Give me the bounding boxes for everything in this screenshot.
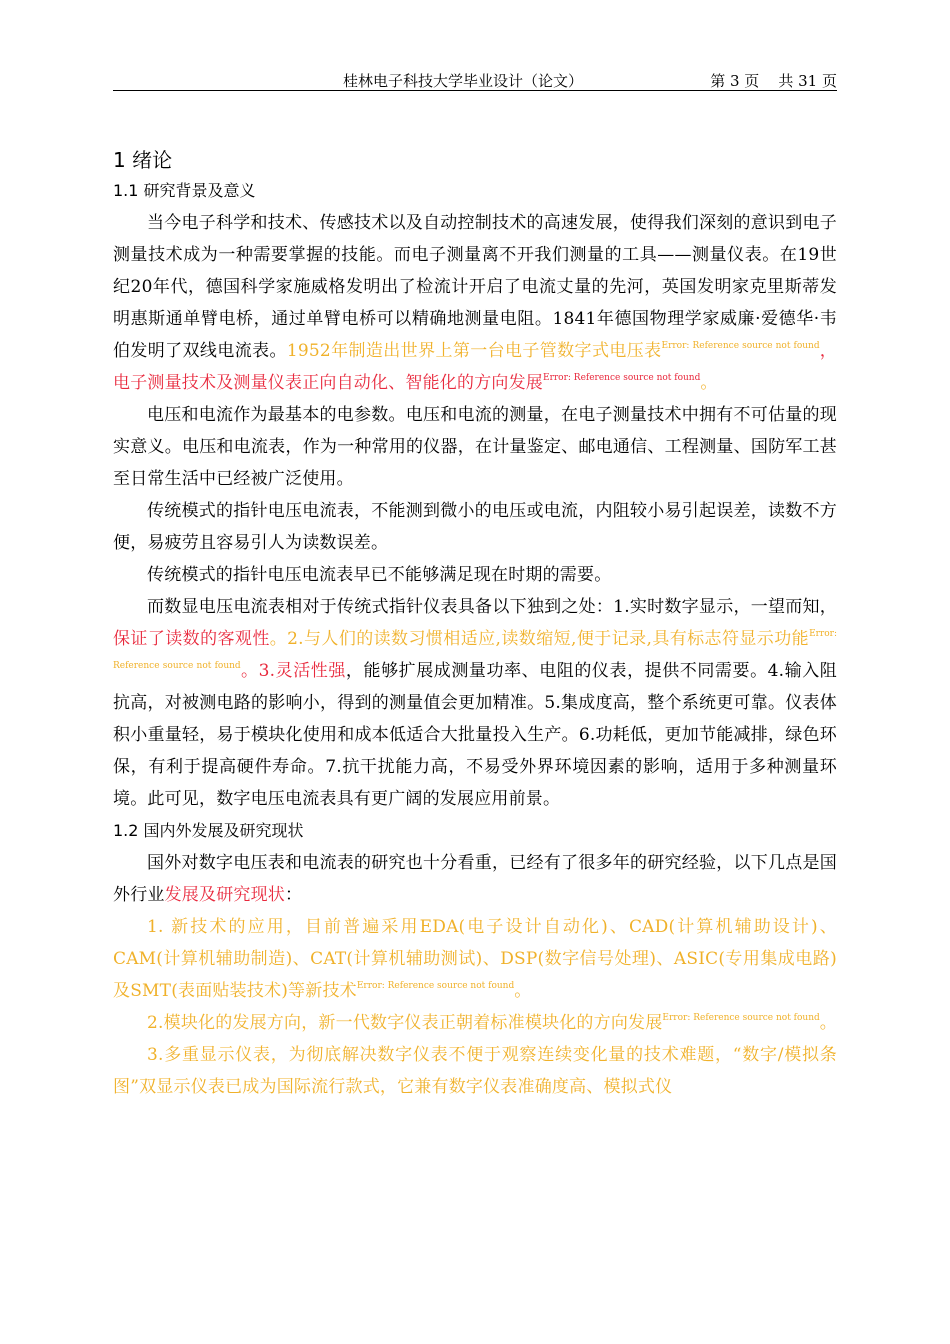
reference-error-note: Error: Reference source not found (356, 981, 515, 991)
text-run: 当今电子科学和技术、传感技术以及自动控制技术的高速发展，使得我们深刻的意识到电子测量技术成为一种需要掌握的技能。而电子测量离不开我们测量的工具——测量仪表。在19世纪20年代，德国科学家施威格发明出了检流计开启了电流丈量的先河，英国发明家克里斯蒂发明惠斯通单臂电桥，通过单臂电桥可以精确地测量电阻。1841年德国物理学家威廉·爱德华·韦伯发明了双线电流表。 (113, 213, 837, 361)
page-label: 第 3 页 (710, 72, 760, 90)
text-run: 电压和电流作为最基本的电参数。电压和电流的测量，在电子测量技术中拥有不可估量的现实意义。电压和电流表，作为一种常用的仪器，在计量鉴定、邮电通信、工程测量、国防军工甚至日常生活中已经被广泛使用。 (113, 405, 837, 489)
paragraph (113, 911, 837, 1007)
paragraph (113, 591, 837, 815)
header-page-number (710, 70, 837, 91)
highlighted-text-run: 发展及研究现状 (164, 885, 286, 905)
paragraph (113, 847, 837, 911)
paragraph (113, 495, 837, 559)
paragraph (113, 399, 837, 495)
highlighted-text-run: 保证了读数的客观性 (113, 629, 270, 649)
highlighted-text-run: 1. 新技术的应用，目前普遍采用EDA(电子设计自动化)、CAD(计算机辅助设计)、CAM(计算机辅助制造)、CAT(计算机辅助测试)、DSP(数字信号处理)、ASIC(专用集成电路)及SMT(表面贴装技术)等新技术 (113, 917, 837, 1001)
reference-error-note: Error: Reference source not found (661, 341, 820, 351)
paragraph (113, 1007, 837, 1039)
section-title: 1.1 研究背景及意义 (113, 181, 256, 200)
highlighted-text-run: 2.模块化的发展方向，新一代数字仪表正朝着标准模块化的方向发展 (147, 1013, 663, 1033)
text-run: ： (285, 885, 303, 905)
highlighted-text-run: 3.多重显示仪表，为彻底解决数字仪表不便于观察连续变化量的技术难题，“数字/模拟条图”双显示仪表已成为国际流行款式，它兼有数字仪表准确度高、模拟式仪 (113, 1045, 837, 1097)
highlighted-text-run: 。 (819, 1013, 837, 1033)
text-run: ，能够扩展成测量功率、电阻的仪表，提供不同需要。4.输入阻抗高，对被测电路的影响小，得到的测量值会更加精准。5.集成度高，整个系统更可靠。仪表体积小重量轻，易于模块化使用和成本低适合大批量投入生产。6.功耗低，更加节能减排，绿色环保，有利于提高硬件寿命。7.抗干扰能力高，不易受外界环境因素的影响，适用于多种测量环境。此可见，数字电压电流表具有更广阔的发展应用前景。 (113, 661, 837, 809)
reference-error-note: Error: Reference source not found (543, 373, 701, 383)
header-title: 桂林电子科技大学毕业设计（论文） (343, 72, 584, 90)
highlighted-text-run: 。3.灵活性强 (240, 661, 346, 681)
paragraph (113, 207, 837, 399)
sections-container (113, 175, 837, 1103)
section-title: 1.2 国内外发展及研究现状 (113, 821, 304, 840)
highlighted-text-run: ，电子测量技术及测量仪表正向自动化、智能化的方向发展 (113, 341, 837, 393)
highlighted-text-run: 。2.与人们的读数习惯相适应,读数缩短,便于记录,具有标志符显示功能 (269, 629, 810, 649)
chapter-title: 1 绪论 (113, 148, 173, 172)
reference-error-note: Error: Reference source not found (113, 629, 837, 671)
text-run: 国外对数字电压表和电流表的研究也十分看重，已经有了很多年的研究经验，以下几点是国外行业 (113, 853, 837, 905)
highlighted-text-run: 。 (514, 981, 532, 1001)
reference-error-note: Error: Reference source not found (662, 1013, 820, 1023)
paragraph (113, 1039, 837, 1103)
total-pages-label: 共 31 页 (778, 72, 837, 90)
page-header (113, 70, 837, 91)
text-run: 而数显电压电流表相对于传统式指针仪表具备以下独到之处：1.实时数字显示，一望而知， (147, 597, 837, 617)
highlighted-text-run: 。 (700, 373, 718, 393)
highlighted-text-run: 1952年制造出世界上第一台电子管数字式电压表 (286, 341, 662, 361)
text-run: 传统模式的指针电压电流表早已不能够满足现在时期的需要。 (147, 565, 612, 585)
document-body (113, 145, 837, 1103)
paragraph (113, 559, 837, 591)
text-run: 传统模式的指针电压电流表，不能测到微小的电压或电流，内阻较小易引起误差，读数不方便，易疲劳且容易引人为读数误差。 (113, 501, 837, 553)
